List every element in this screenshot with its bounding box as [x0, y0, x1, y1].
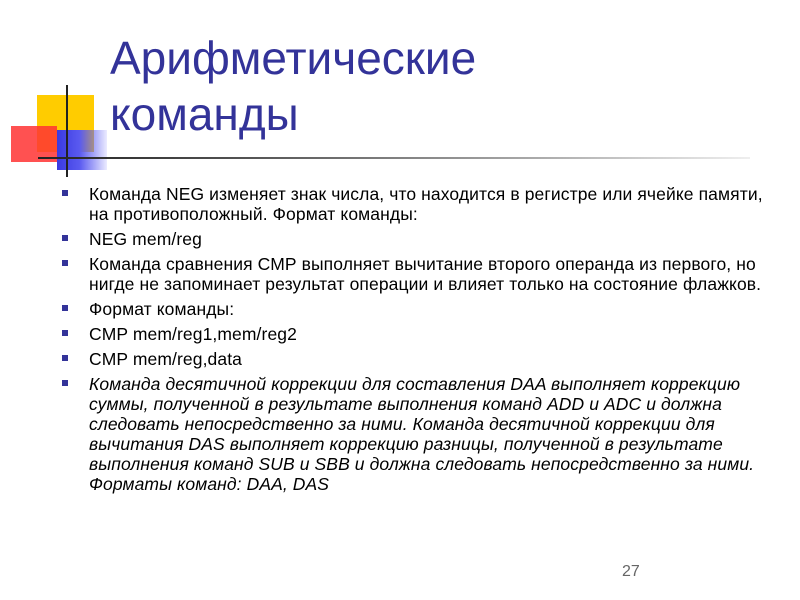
- bullet-text: Команда сравнения СМР выполняет вычитание второго операнда из первого, но нигде не запоминает результат операции и влияет только на состояние флажков.: [89, 254, 762, 294]
- bullet-text: CMP mem/reg,data: [89, 349, 242, 369]
- bullet-item: [62, 349, 777, 369]
- bullet-text: CMP mem/reg1,mem/reg2: [89, 324, 297, 344]
- slide-title-line-2: команды: [110, 88, 299, 140]
- square-bullet-icon: [62, 190, 68, 196]
- square-bullet-icon: [62, 235, 68, 241]
- bullet-item: [62, 324, 777, 344]
- decor-vertical-line: [66, 85, 68, 177]
- square-bullet-icon: [62, 330, 68, 336]
- square-bullet-icon: [62, 355, 68, 361]
- bullet-text: Команда NEG изменяет знак числа, что находится в регистре или ячейке памяти, на противоположный. Формат команды:: [89, 184, 763, 224]
- bullet-item: [62, 374, 777, 494]
- bullet-item: [62, 299, 777, 319]
- bullet-text: Команда десятичной коррекции для составления DAA выполняет коррекцию суммы, полученной в результате выполнения команд ADD и ADC и должна следовать непосредственно за ними. Команда десятичной коррекции для вычитания DAS выполняет коррекцию разницы, полученной в результате выполнения команд SUB и SBB и должна следовать непосредственно за ними. Форматы команд: DAA, DAS: [89, 374, 755, 494]
- slide-title-line-1: Арифметические: [110, 32, 477, 84]
- square-bullet-icon: [62, 380, 68, 386]
- square-bullet-icon: [62, 305, 68, 311]
- bullet-item: [62, 184, 777, 224]
- bullet-item: [62, 254, 777, 294]
- square-bullet-icon: [62, 260, 68, 266]
- title-underline: [38, 157, 750, 159]
- bullet-text: NEG mem/reg: [89, 229, 202, 249]
- bullet-text: Формат команды:: [89, 299, 235, 319]
- bullet-list: [62, 184, 777, 499]
- slide-title: [110, 30, 476, 142]
- decor-blue-square: [57, 130, 107, 170]
- bullet-item: [62, 229, 777, 249]
- page-number: 27: [622, 563, 640, 580]
